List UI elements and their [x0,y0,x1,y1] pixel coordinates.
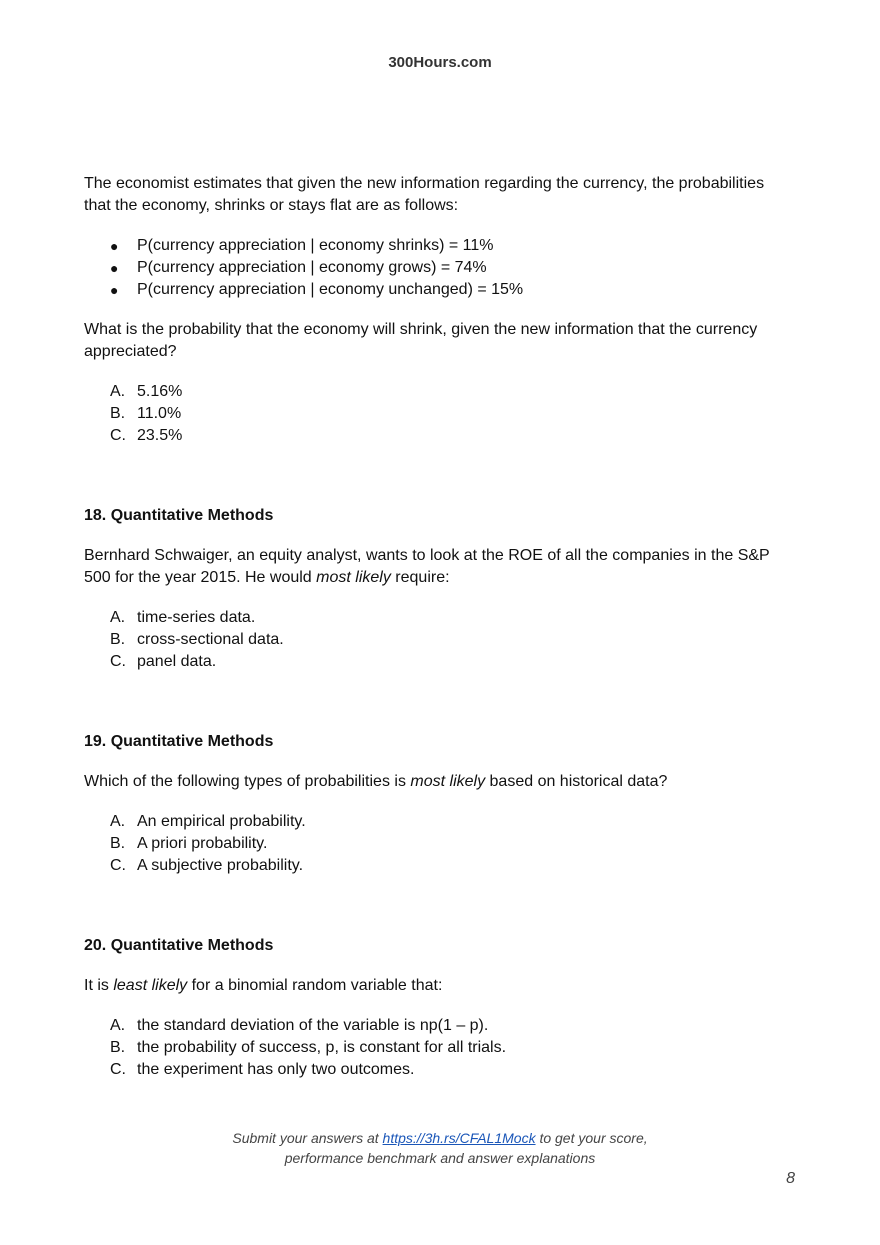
q20-stem-line [84,975,794,997]
option-letter: A. [110,813,126,830]
option-text: panel data. [137,653,217,670]
q17-intro [84,173,794,217]
list-item [84,235,794,257]
option-letter: C. [110,427,126,444]
answer-option [84,811,794,833]
stem-text-post: based on historical data? [485,773,668,790]
bullet-text: P(currency appreciation | economy shrinks) = 11% [137,237,494,254]
option-text: A priori probability. [137,835,268,852]
answer-option [84,403,794,425]
q20-options [84,1015,794,1081]
bullet-icon: ● [110,238,119,254]
q20-stem [84,975,794,997]
stem-text-pre: It is [84,977,114,994]
option-text: the experiment has only two outcomes. [137,1061,415,1078]
q17-bullet-list [84,235,794,301]
page-header-site: 300Hours.com [388,54,492,71]
list-item [84,257,794,279]
bullet-text: P(currency appreciation | economy unchanged) = 15% [137,281,524,298]
answer-option [84,607,794,629]
option-text: the standard deviation of the variable is np(1 – p). [137,1017,489,1034]
stem-text-pre: 500 for the year 2015. He would [84,569,317,586]
stem-emphasis: least likely [113,977,188,994]
footer-text-post: to get your score, [535,1130,648,1146]
answer-option [84,1059,794,1081]
footer-line-1 [0,1128,880,1148]
q19-stem [84,771,794,793]
q17-intro-line-1: The economist estimates that given the new information regarding the currency, the probabilities [84,175,765,192]
option-text: A subjective probability. [137,857,304,874]
bullet-text: P(currency appreciation | economy grows) = 74% [137,259,487,276]
option-text: the probability of success, p, is constant for all trials. [137,1039,507,1056]
footer-text-pre: Submit your answers at [232,1130,383,1146]
answer-option [84,1037,794,1059]
answer-option [84,1015,794,1037]
page-footer [0,1128,880,1168]
answer-option [84,833,794,855]
option-text: cross-sectional data. [137,631,284,648]
q19-options [84,811,794,877]
option-letter: C. [110,653,126,670]
option-text: 11.0% [137,405,182,422]
q19-stem-line [84,771,794,793]
stem-emphasis: most likely [410,773,486,790]
q17-intro-line-2: that the economy, shrinks or stays flat are as follows: [84,197,459,214]
q20-section [84,935,794,957]
answer-option [84,381,794,403]
stem-emphasis: most likely [316,569,391,586]
stem-text-post: for a binomial random variable that: [187,977,443,994]
question-title: 19. Quantitative Methods [84,733,274,750]
q18-section [84,505,794,527]
option-letter: A. [110,609,126,626]
question-title: 20. Quantitative Methods [84,937,274,954]
stem-text-post: require: [390,569,450,586]
option-letter: C. [110,857,126,874]
answer-option [84,425,794,447]
q18-stem-line-1: Bernhard Schwaiger, an equity analyst, wants to look at the ROE of all the companies in the S&P [84,547,770,564]
bullet-icon: ● [110,282,119,298]
answer-option [84,651,794,673]
option-text: 23.5% [137,427,183,444]
option-letter: C. [110,1061,126,1078]
option-text: 5.16% [137,383,183,400]
q17-question-line-2: appreciated? [84,343,177,360]
q18-options [84,607,794,673]
q17-question [84,319,794,363]
option-letter: B. [110,835,126,852]
option-text: An empirical probability. [137,813,306,830]
bullet-icon: ● [110,260,119,276]
q17-question-line-1: What is the probability that the economy will shrink, given the new information that the currency [84,321,758,338]
q19-section [84,731,794,753]
answer-option [84,629,794,651]
q17-options [84,381,794,447]
option-letter: A. [110,383,126,400]
option-letter: B. [110,1039,126,1056]
list-item [84,279,794,301]
footer-line-2: performance benchmark and answer explanations [284,1150,596,1166]
q18-stem-line-2 [84,567,794,589]
answer-option [84,855,794,877]
option-letter: B. [110,405,126,422]
submit-answers-link[interactable]: https://3h.rs/CFAL1Mock [382,1130,536,1146]
question-title: 18. Quantitative Methods [84,507,274,524]
option-letter: A. [110,1017,126,1034]
page-number: 8 [786,1170,795,1187]
option-text: time-series data. [137,609,256,626]
stem-text-pre: Which of the following types of probabilities is [84,773,411,790]
q18-stem [84,545,794,589]
option-letter: B. [110,631,126,648]
